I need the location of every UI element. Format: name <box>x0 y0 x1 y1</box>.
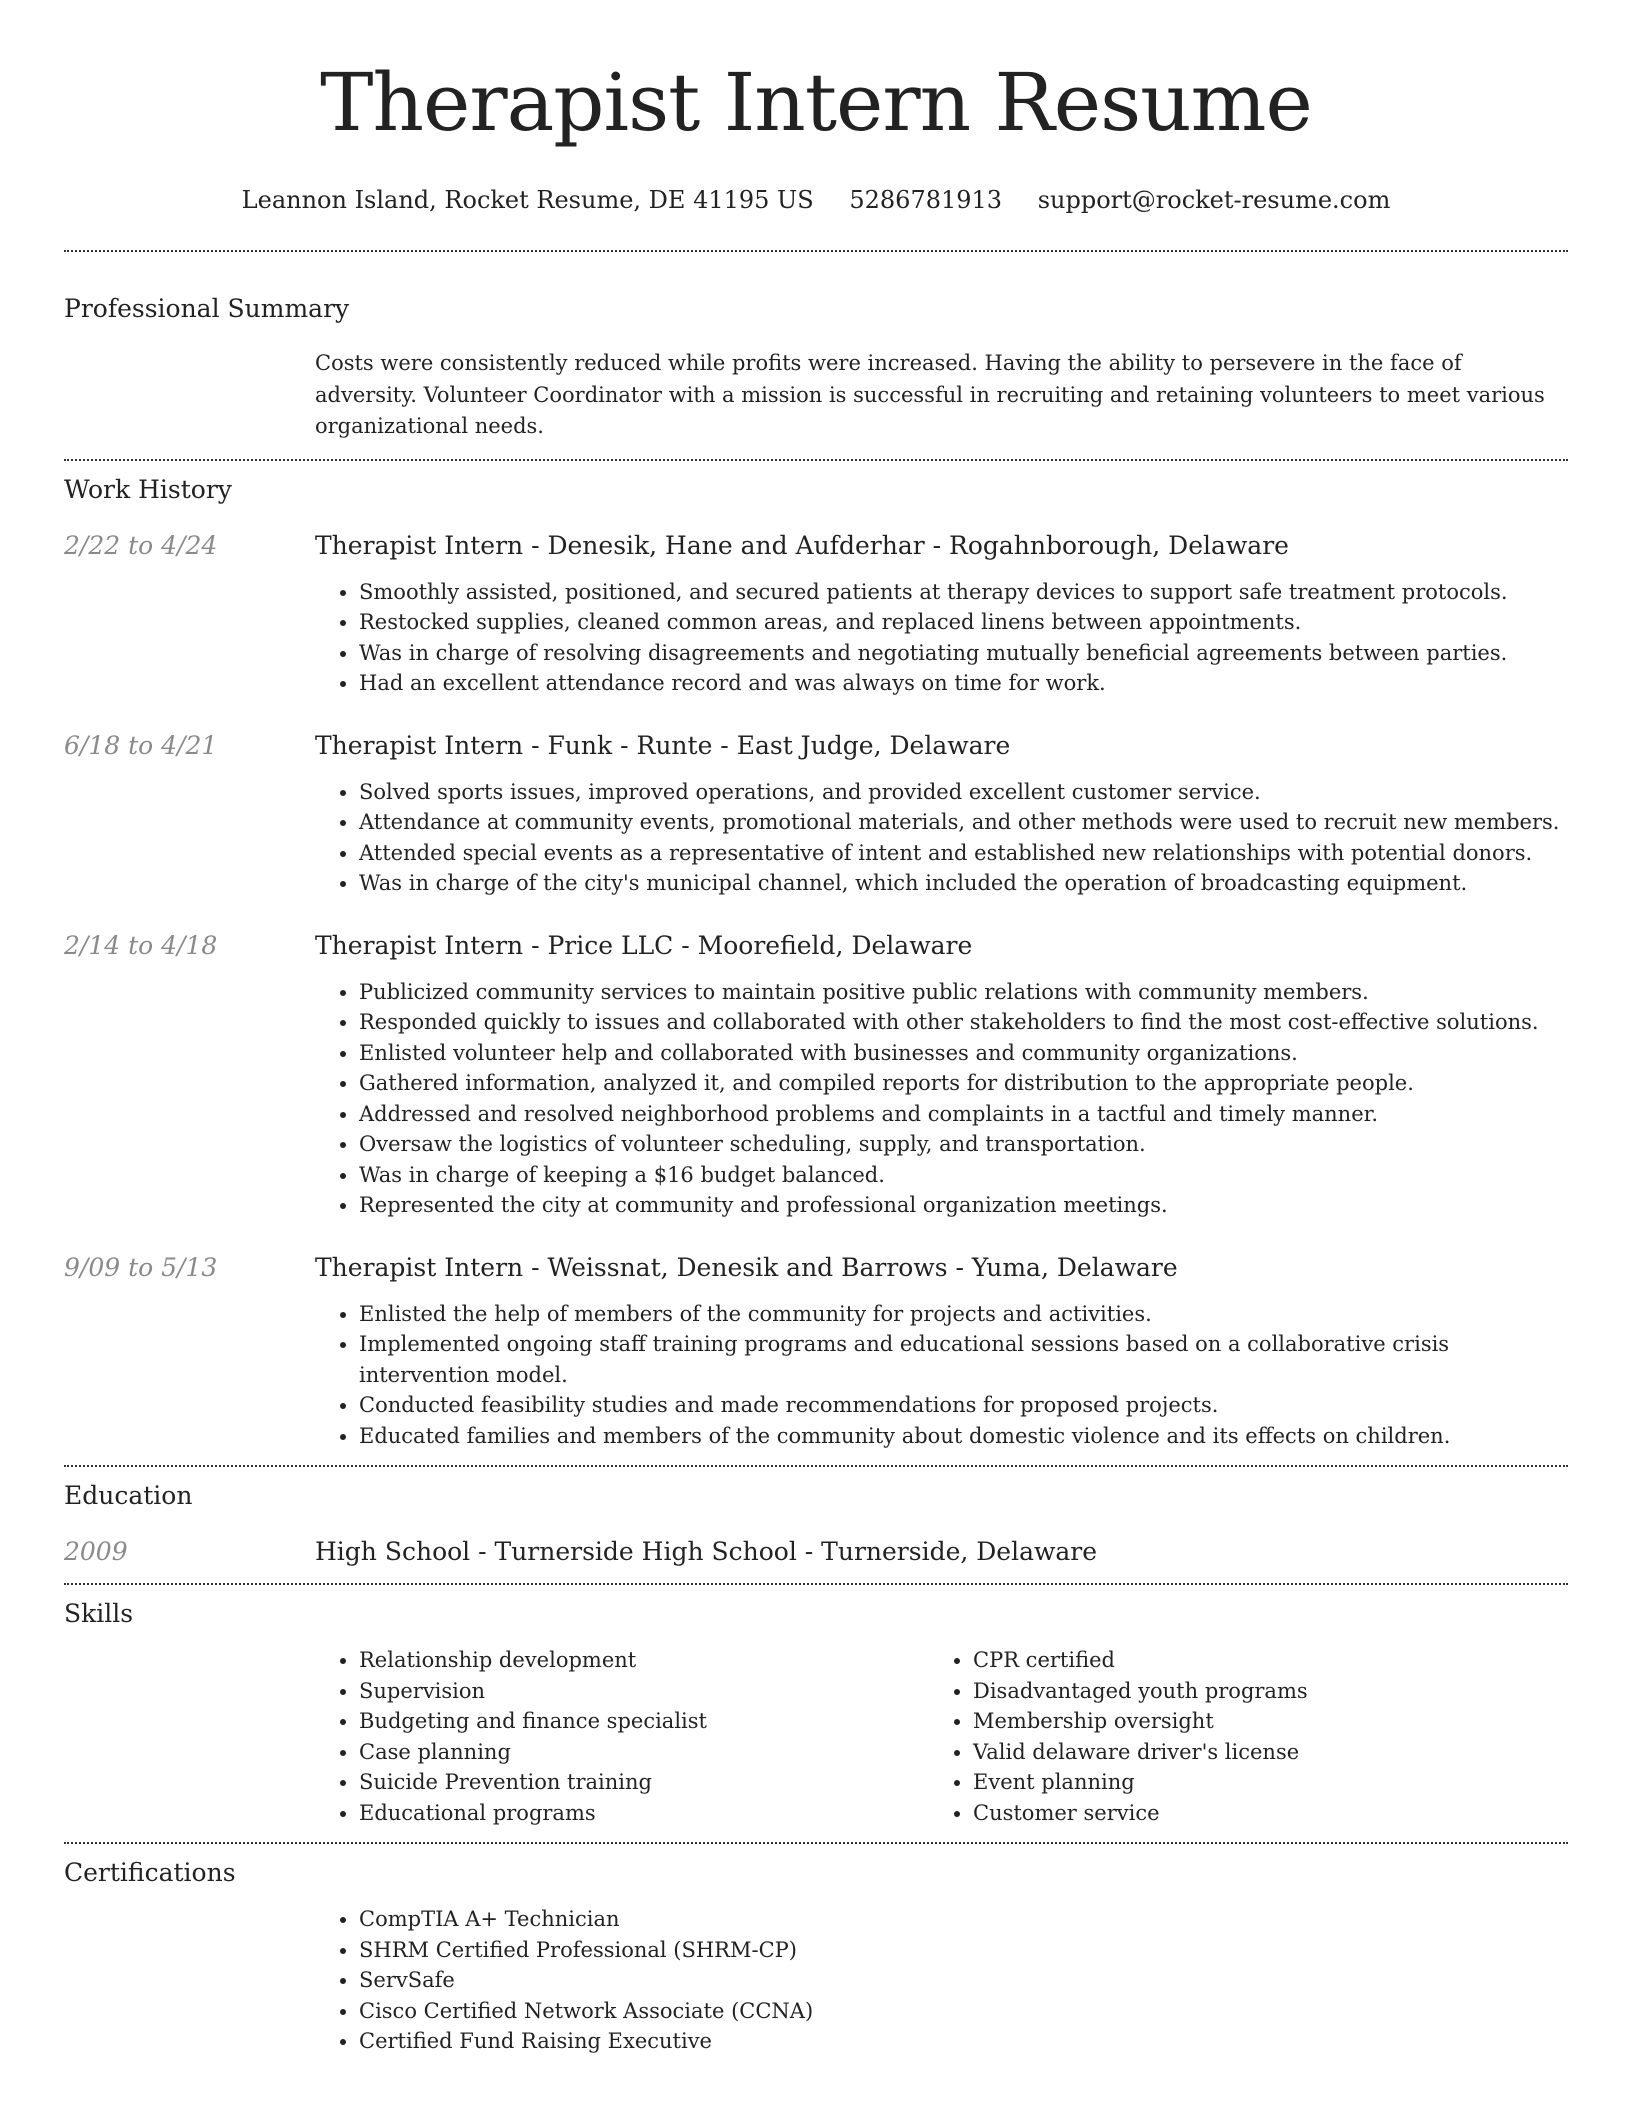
list-item: • Oversaw the logistics of volunteer scheduling, supply, and transportation. <box>359 1129 1568 1160</box>
education-year: 2009 <box>64 1537 128 1566</box>
list-item: • Publicized community services to maintain positive public relations with community members. <box>359 977 1568 1008</box>
job-entry <box>64 1251 1568 1452</box>
education-school: High School - Turnerside High School - Turnerside, Delaware <box>315 1537 1098 1566</box>
skill-item: • Budgeting and finance specialist <box>359 1706 929 1737</box>
certification-item: • SHRM Certified Professional (SHRM-CP) <box>359 1935 1568 1966</box>
job-bullets <box>315 577 1568 699</box>
job-bullets <box>315 977 1568 1221</box>
skill-item: • Relationship development <box>359 1645 929 1676</box>
section-heading-work: Work History <box>64 474 232 504</box>
certification-item: • CompTIA A+ Technician <box>359 1904 1568 1935</box>
divider <box>64 1465 1568 1467</box>
divider <box>64 250 1568 252</box>
list-item: • Enlisted volunteer help and collaborated with businesses and community organizations. <box>359 1038 1568 1069</box>
skills-list <box>315 1645 1568 1828</box>
skill-item: • Suicide Prevention training <box>359 1767 929 1798</box>
list-item: • Solved sports issues, improved operations, and provided excellent customer service. <box>359 777 1568 808</box>
list-item: • Had an excellent attendance record and was always on time for work. <box>359 668 1568 699</box>
skill-item: • Event planning <box>973 1767 1543 1798</box>
job-bullets <box>315 1299 1568 1452</box>
resume-title: Therapist Intern Resume <box>320 56 1312 149</box>
skills-column-left <box>315 1645 929 1828</box>
skill-item: • Customer service <box>973 1798 1543 1829</box>
list-item: • Attended special events as a representative of intent and established new relationships with potential donors. <box>359 838 1568 869</box>
divider <box>64 459 1568 461</box>
job-bullets <box>315 777 1568 899</box>
section-heading-education: Education <box>64 1481 193 1510</box>
job-title: Therapist Intern - Weissnat, Denesik and Barrows - Yuma, Delaware <box>315 1252 1178 1282</box>
section-heading-certifications: Certifications <box>64 1858 236 1887</box>
education-entry <box>64 1535 1568 1569</box>
section-heading-skills: Skills <box>64 1599 134 1628</box>
job-dates: 2/14 to 4/18 <box>64 930 218 960</box>
job-dates: 9/09 to 5/13 <box>64 1252 218 1282</box>
skill-item: • Case planning <box>359 1737 929 1768</box>
skills-column-right <box>929 1645 1543 1828</box>
job-title: Therapist Intern - Denesik, Hane and Aufderhar - Rogahnborough, Delaware <box>315 530 1289 560</box>
list-item: • Enlisted the help of members of the community for projects and activities. <box>359 1299 1568 1330</box>
contact-line <box>64 184 1568 216</box>
summary-text: Costs were consistently reduced while profits were increased. Having the ability to persevere in the face of adversity. Volunteer Coordinator with a mission is successful in recruiting and retaining volunteers to meet various organizational needs. <box>315 351 1545 438</box>
list-item: • Was in charge of resolving disagreements and negotiating mutually beneficial agreements between parties. <box>359 638 1568 669</box>
section-heading-summary: Professional Summary <box>64 294 350 323</box>
certification-item: • Certified Fund Raising Executive <box>359 2026 1568 2057</box>
list-item: • Represented the city at community and professional organization meetings. <box>359 1190 1568 1221</box>
certification-item: • ServSafe <box>359 1965 1568 1996</box>
certifications-list <box>315 1904 1568 2057</box>
job-entry <box>64 529 1568 699</box>
contact-address: Leannon Island, Rocket Resume, DE 41195 US <box>241 186 814 214</box>
certification-item: • Cisco Certified Network Associate (CCNA) <box>359 1996 1568 2027</box>
job-entry <box>64 929 1568 1221</box>
list-item: • Implemented ongoing staff training programs and educational sessions based on a collaborative crisis intervention model. <box>359 1329 1568 1390</box>
skill-item: • CPR certified <box>973 1645 1543 1676</box>
skill-item: • Educational programs <box>359 1798 929 1829</box>
list-item: • Was in charge of keeping a $16 budget balanced. <box>359 1160 1568 1191</box>
list-item: • Restocked supplies, cleaned common areas, and replaced linens between appointments. <box>359 607 1568 638</box>
job-entry <box>64 729 1568 899</box>
skill-item: • Valid delaware driver's license <box>973 1737 1543 1768</box>
list-item: • Addressed and resolved neighborhood problems and complaints in a tactful and timely manner. <box>359 1099 1568 1130</box>
skill-item: • Disadvantaged youth programs <box>973 1676 1543 1707</box>
contact-phone: 5286781913 <box>849 186 1003 214</box>
divider <box>64 1583 1568 1585</box>
divider <box>64 1842 1568 1844</box>
list-item: • Gathered information, analyzed it, and compiled reports for distribution to the appropriate people. <box>359 1068 1568 1099</box>
job-title: Therapist Intern - Funk - Runte - East Judge, Delaware <box>315 730 1011 760</box>
contact-email: support@rocket-resume.com <box>1037 186 1391 214</box>
list-item: • Conducted feasibility studies and made recommendations for proposed projects. <box>359 1390 1568 1421</box>
job-dates: 2/22 to 4/24 <box>64 530 218 560</box>
list-item: • Was in charge of the city's municipal channel, which included the operation of broadcasting equipment. <box>359 868 1568 899</box>
job-dates: 6/18 to 4/21 <box>64 730 218 760</box>
job-title: Therapist Intern - Price LLC - Moorefield, Delaware <box>315 930 973 960</box>
list-item: • Attendance at community events, promotional materials, and other methods were used to recruit new members. <box>359 807 1568 838</box>
skill-item: • Membership oversight <box>973 1706 1543 1737</box>
list-item: • Responded quickly to issues and collaborated with other stakeholders to find the most cost-effective solutions. <box>359 1007 1568 1038</box>
list-item: • Educated families and members of the community about domestic violence and its effects on children. <box>359 1421 1568 1452</box>
skill-item: • Supervision <box>359 1676 929 1707</box>
list-item: • Smoothly assisted, positioned, and secured patients at therapy devices to support safe treatment protocols. <box>359 577 1568 608</box>
